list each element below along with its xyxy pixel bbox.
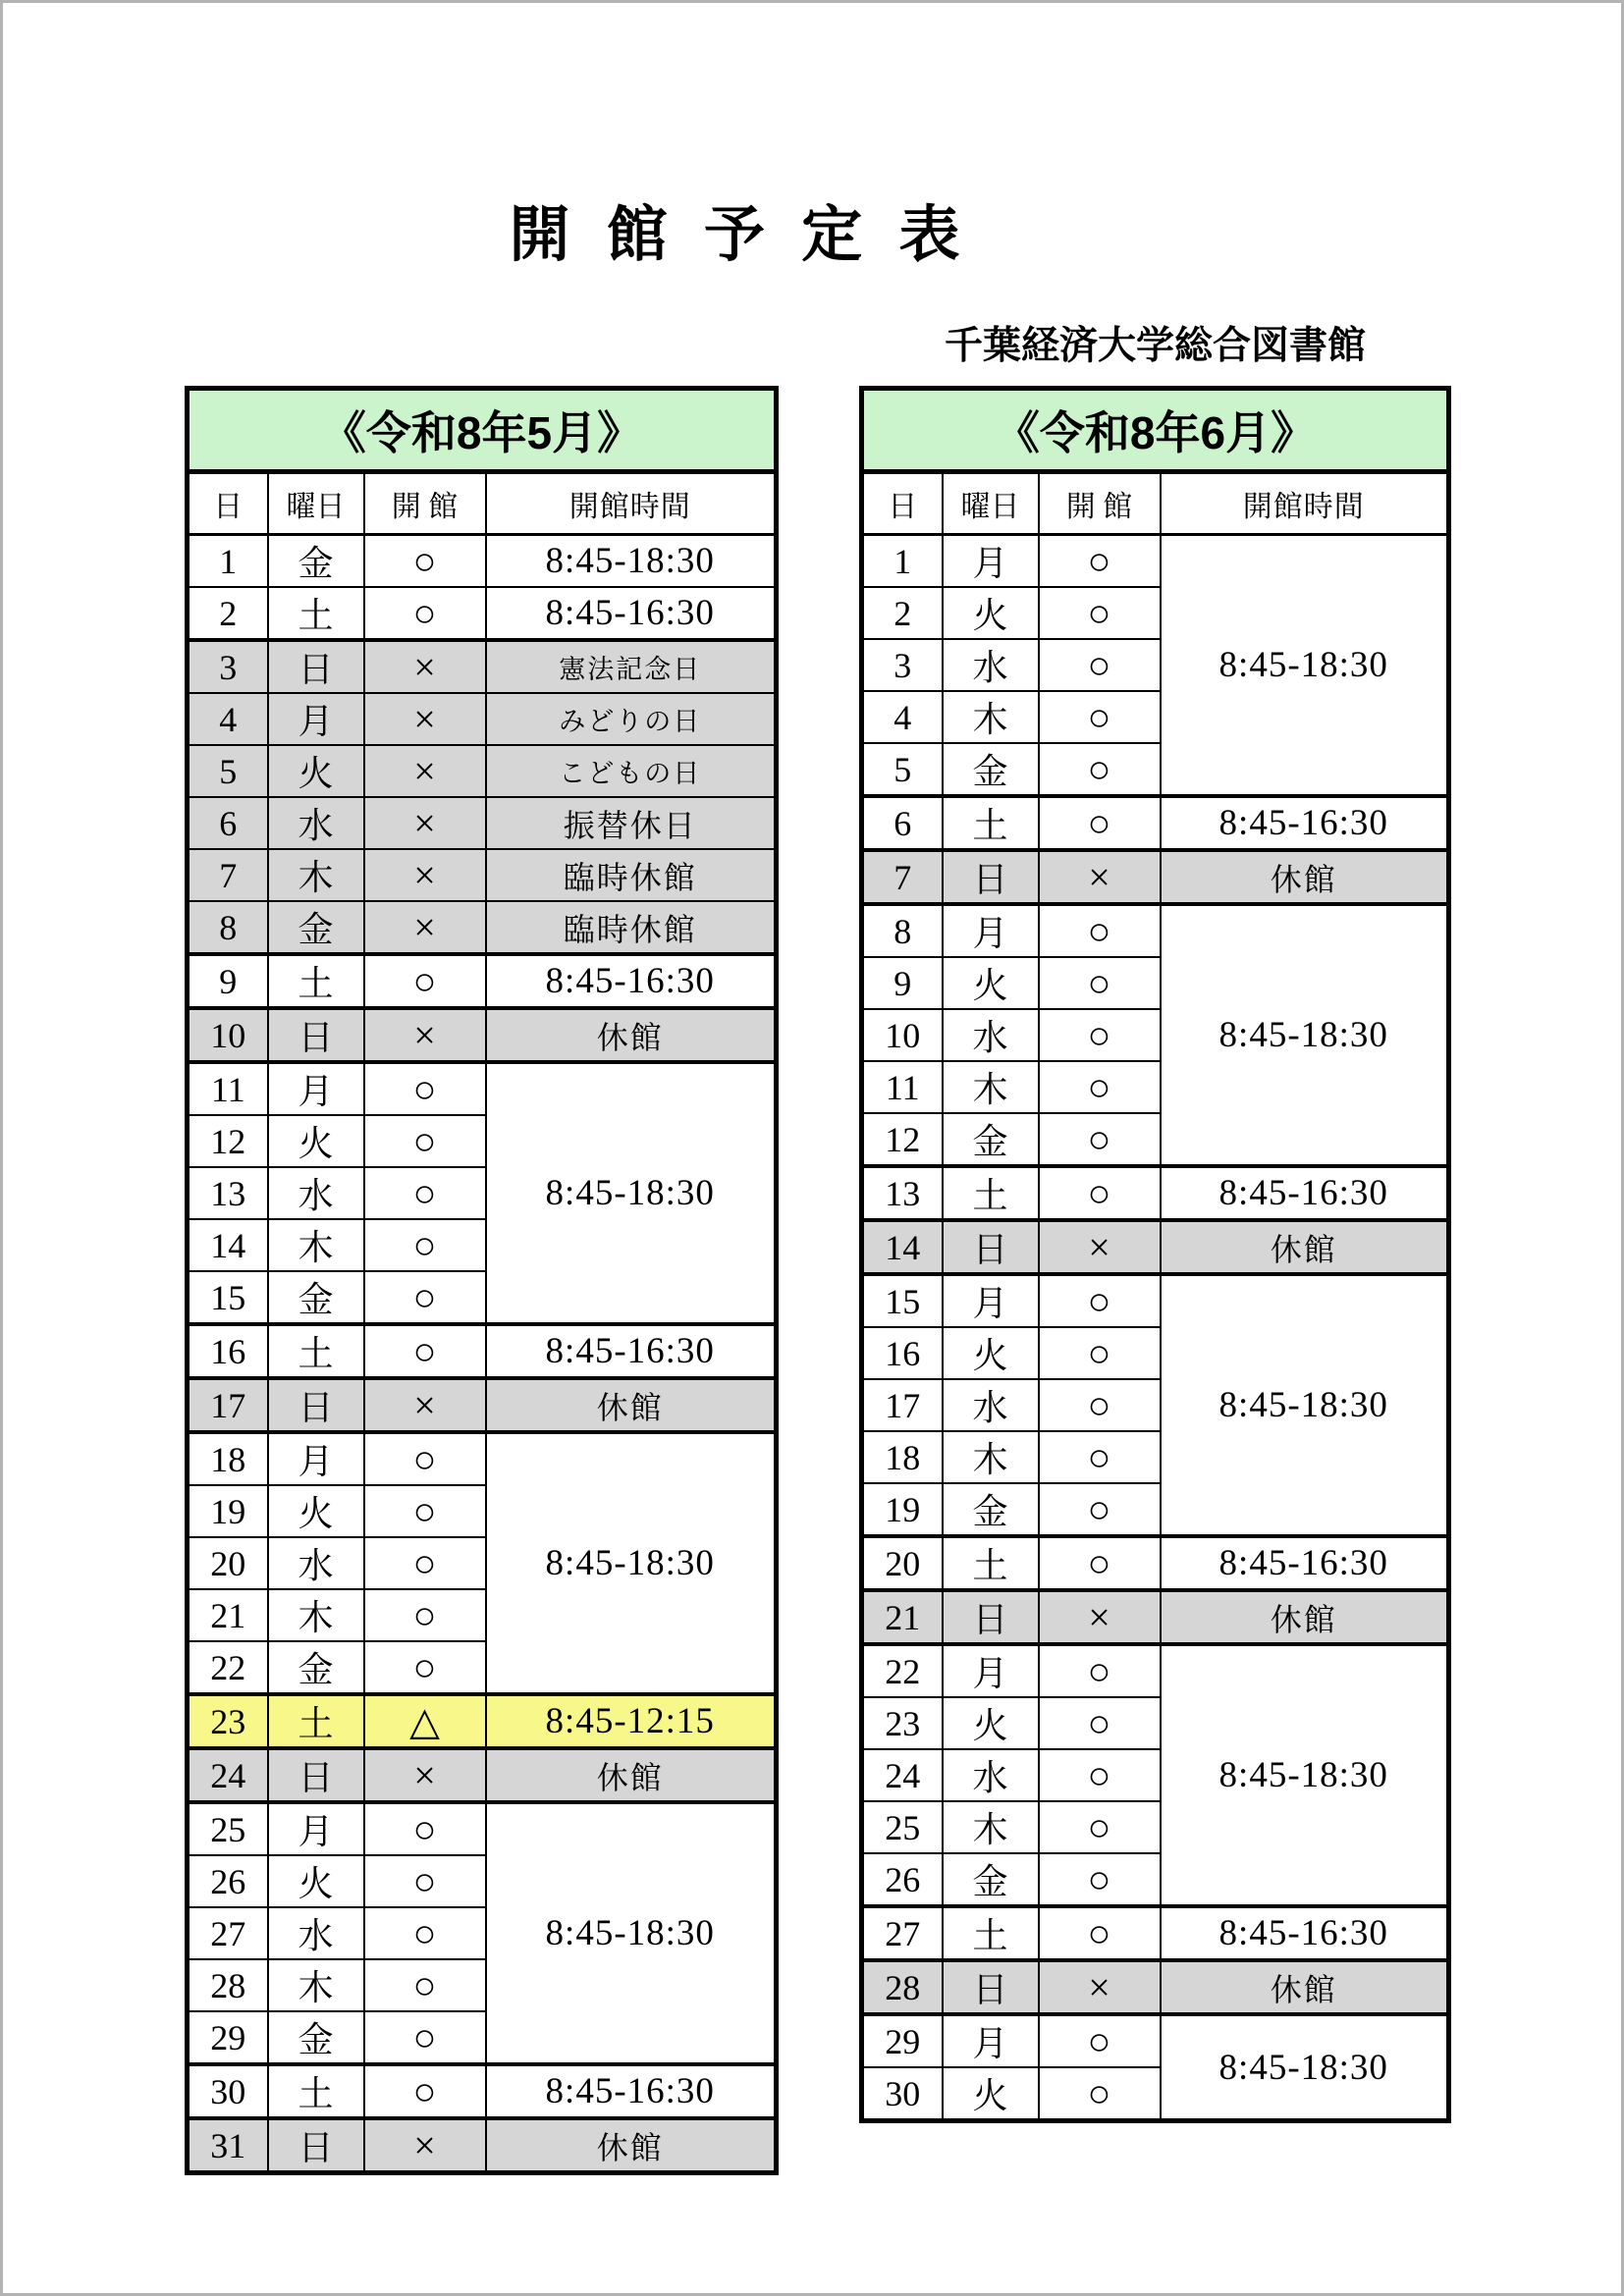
weekday-cell: 木 — [943, 1431, 1039, 1483]
weekday-cell: 金 — [268, 535, 364, 588]
weekday-cell: 火 — [943, 1327, 1039, 1379]
day-cell: 8 — [862, 904, 943, 957]
time-cell: 8:45-18:30 — [1161, 535, 1449, 797]
day-cell: 27 — [188, 1907, 268, 1959]
open-status-cell: × — [364, 1378, 486, 1432]
column-header-row — [188, 472, 777, 535]
schedule-row — [188, 535, 777, 588]
column-header-open: 開 館 — [1039, 472, 1161, 535]
weekday-cell: 月 — [268, 1432, 364, 1485]
open-status-cell: ○ — [1039, 743, 1161, 796]
schedule-row — [188, 693, 777, 745]
schedule-row — [862, 796, 1449, 850]
day-cell: 10 — [188, 1008, 268, 1062]
weekday-cell: 土 — [943, 1166, 1039, 1220]
day-cell: 3 — [862, 639, 943, 691]
may-schedule-table — [185, 386, 779, 2175]
time-cell: 8:45-16:30 — [1161, 796, 1449, 850]
weekday-cell: 日 — [268, 640, 364, 693]
open-status-cell: ○ — [1039, 1483, 1161, 1536]
day-cell: 18 — [188, 1432, 268, 1485]
weekday-cell: 水 — [943, 1749, 1039, 1801]
weekday-cell: 水 — [268, 797, 364, 849]
day-cell: 20 — [188, 1537, 268, 1589]
schedule-row — [188, 1008, 777, 1062]
day-cell: 25 — [188, 1802, 268, 1855]
day-cell: 16 — [188, 1324, 268, 1378]
open-status-cell: ○ — [1039, 1327, 1161, 1379]
time-cell: 休館 — [1161, 1590, 1449, 1644]
open-status-cell: ○ — [1039, 1697, 1161, 1749]
open-status-cell: ○ — [364, 954, 486, 1008]
open-status-cell: × — [364, 849, 486, 901]
day-cell: 6 — [862, 796, 943, 850]
schedule-row — [862, 1166, 1449, 1220]
weekday-cell: 土 — [268, 1324, 364, 1378]
open-status-cell: × — [364, 745, 486, 797]
schedule-row — [188, 2118, 777, 2173]
page-title: 開 館 予 定 表 — [509, 201, 970, 269]
open-status-cell: ○ — [1039, 587, 1161, 639]
weekday-cell: 日 — [943, 1220, 1039, 1274]
schedule-row — [188, 2064, 777, 2118]
weekday-cell: 土 — [268, 954, 364, 1008]
time-cell: 8:45-16:30 — [486, 954, 777, 1008]
open-status-cell: × — [364, 901, 486, 954]
schedule-row — [188, 1748, 777, 1802]
day-cell: 3 — [188, 640, 268, 693]
time-cell: 8:45-12:15 — [486, 1694, 777, 1748]
weekday-cell: 日 — [943, 1960, 1039, 2014]
schedule-row — [862, 1644, 1449, 1697]
open-status-cell: × — [1039, 1220, 1161, 1274]
open-status-cell: ○ — [1039, 796, 1161, 850]
day-cell: 26 — [188, 1855, 268, 1907]
open-status-cell: ○ — [1039, 2014, 1161, 2067]
schedule-row — [188, 797, 777, 849]
day-cell: 22 — [188, 1641, 268, 1694]
time-cell: 8:45-16:30 — [1161, 1166, 1449, 1220]
open-status-cell: ○ — [1039, 639, 1161, 691]
open-status-cell: × — [364, 2118, 486, 2173]
weekday-cell: 火 — [268, 1485, 364, 1537]
schedule-row — [188, 1324, 777, 1378]
day-cell: 22 — [862, 1644, 943, 1697]
time-cell: 振替休日 — [486, 797, 777, 849]
time-cell: 休館 — [486, 1008, 777, 1062]
weekday-cell: 火 — [268, 1115, 364, 1167]
time-cell: 8:45-18:30 — [486, 1062, 777, 1324]
schedule-row — [188, 745, 777, 797]
day-cell: 17 — [862, 1379, 943, 1431]
weekday-cell: 日 — [268, 1748, 364, 1802]
open-status-cell: ○ — [1039, 904, 1161, 957]
day-cell: 13 — [188, 1167, 268, 1219]
day-cell: 28 — [188, 1959, 268, 2011]
time-cell: 休館 — [1161, 1960, 1449, 2014]
day-cell: 31 — [188, 2118, 268, 2173]
time-cell: 8:45-18:30 — [1161, 2014, 1449, 2121]
weekday-cell: 月 — [943, 1274, 1039, 1327]
june-schedule-table — [859, 386, 1451, 2123]
time-cell: 臨時休館 — [486, 901, 777, 954]
day-cell: 10 — [862, 1009, 943, 1061]
time-cell: 8:45-16:30 — [486, 587, 777, 640]
day-cell: 8 — [188, 901, 268, 954]
month-title: 《令和8年6月》 — [862, 389, 1449, 472]
weekday-cell: 土 — [943, 1536, 1039, 1590]
weekday-cell: 金 — [268, 1641, 364, 1694]
day-cell: 30 — [862, 2067, 943, 2121]
weekday-cell: 月 — [268, 1062, 364, 1115]
weekday-cell: 金 — [268, 2011, 364, 2064]
open-status-cell: ○ — [1039, 1379, 1161, 1431]
day-cell: 21 — [862, 1590, 943, 1644]
day-cell: 18 — [862, 1431, 943, 1483]
open-status-cell: × — [364, 1008, 486, 1062]
weekday-cell: 金 — [268, 901, 364, 954]
day-cell: 6 — [188, 797, 268, 849]
schedule-row — [862, 1590, 1449, 1644]
column-header-row — [862, 472, 1449, 535]
day-cell: 15 — [862, 1274, 943, 1327]
schedule-row — [862, 1960, 1449, 2014]
day-cell: 25 — [862, 1801, 943, 1853]
open-status-cell: ○ — [1039, 1061, 1161, 1113]
schedule-row — [188, 1378, 777, 1432]
day-cell: 19 — [862, 1483, 943, 1536]
time-cell: 休館 — [486, 1378, 777, 1432]
weekday-cell: 金 — [943, 1113, 1039, 1166]
open-status-cell: ○ — [1039, 1853, 1161, 1906]
schedule-row — [862, 1906, 1449, 1960]
time-cell: 臨時休館 — [486, 849, 777, 901]
weekday-cell: 土 — [268, 2064, 364, 2118]
weekday-cell: 金 — [943, 1853, 1039, 1906]
schedule-row — [862, 1274, 1449, 1327]
weekday-cell: 水 — [268, 1167, 364, 1219]
open-status-cell: ○ — [1039, 1801, 1161, 1853]
open-status-cell: ○ — [1039, 1906, 1161, 1960]
open-status-cell: ○ — [1039, 691, 1161, 743]
day-cell: 12 — [188, 1115, 268, 1167]
weekday-cell: 月 — [943, 1644, 1039, 1697]
weekday-cell: 水 — [943, 639, 1039, 691]
time-cell: 8:45-16:30 — [486, 1324, 777, 1378]
day-cell: 20 — [862, 1536, 943, 1590]
schedule-row — [188, 954, 777, 1008]
time-cell: 8:45-18:30 — [1161, 904, 1449, 1166]
weekday-cell: 金 — [268, 1271, 364, 1324]
weekday-cell: 土 — [268, 587, 364, 640]
weekday-cell: 火 — [268, 1855, 364, 1907]
day-cell: 7 — [188, 849, 268, 901]
time-cell: 8:45-16:30 — [1161, 1536, 1449, 1590]
weekday-cell: 木 — [268, 1959, 364, 2011]
open-status-cell: × — [364, 693, 486, 745]
time-cell: みどりの日 — [486, 693, 777, 745]
weekday-cell: 木 — [943, 691, 1039, 743]
day-cell: 14 — [862, 1220, 943, 1274]
open-status-cell: ○ — [364, 1062, 486, 1115]
month-header-june — [862, 389, 1449, 472]
open-status-cell: × — [1039, 1590, 1161, 1644]
weekday-cell: 水 — [943, 1379, 1039, 1431]
column-header-hours: 開館時間 — [486, 472, 777, 535]
day-cell: 29 — [862, 2014, 943, 2067]
day-cell: 7 — [862, 850, 943, 904]
schedule-row — [862, 2014, 1449, 2067]
time-cell: こどもの日 — [486, 745, 777, 797]
weekday-cell: 月 — [943, 535, 1039, 588]
day-cell: 19 — [188, 1485, 268, 1537]
day-cell: 2 — [188, 587, 268, 640]
open-status-cell: ○ — [364, 1219, 486, 1271]
month-title: 《令和8年5月》 — [188, 389, 777, 472]
schedule-row — [862, 1220, 1449, 1274]
weekday-cell: 火 — [943, 957, 1039, 1009]
open-status-cell: ○ — [364, 1589, 486, 1641]
schedule-row — [188, 640, 777, 693]
open-status-cell: ○ — [1039, 1274, 1161, 1327]
weekday-cell: 水 — [268, 1907, 364, 1959]
time-cell: 8:45-18:30 — [486, 1802, 777, 2064]
schedule-row — [862, 1536, 1449, 1590]
day-cell: 24 — [188, 1748, 268, 1802]
day-cell: 4 — [862, 691, 943, 743]
open-status-cell: ○ — [364, 1959, 486, 2011]
library-name: 千葉経済大学総合図書館 — [944, 325, 1366, 367]
time-cell: 休館 — [486, 2118, 777, 2173]
schedule-row — [188, 1062, 777, 1115]
column-header-weekday: 曜日 — [943, 472, 1039, 535]
weekday-cell: 日 — [268, 1008, 364, 1062]
weekday-cell: 水 — [268, 1537, 364, 1589]
time-cell: 8:45-18:30 — [1161, 1274, 1449, 1536]
weekday-cell: 木 — [268, 1219, 364, 1271]
open-status-cell: ○ — [1039, 1431, 1161, 1483]
weekday-cell: 月 — [943, 2014, 1039, 2067]
schedule-row — [188, 901, 777, 954]
schedule-row — [188, 1694, 777, 1748]
open-status-cell: ○ — [1039, 1166, 1161, 1220]
open-status-cell: ○ — [1039, 2067, 1161, 2121]
weekday-cell: 水 — [943, 1009, 1039, 1061]
day-cell: 1 — [188, 535, 268, 588]
open-status-cell: × — [364, 797, 486, 849]
day-cell: 21 — [188, 1589, 268, 1641]
open-status-cell: ○ — [364, 1537, 486, 1589]
day-cell: 23 — [862, 1697, 943, 1749]
column-header-day: 日 — [188, 472, 268, 535]
time-cell: 憲法記念日 — [486, 640, 777, 693]
time-cell: 8:45-18:30 — [1161, 1644, 1449, 1906]
weekday-cell: 日 — [943, 1590, 1039, 1644]
open-status-cell: ○ — [1039, 1644, 1161, 1697]
weekday-cell: 日 — [268, 2118, 364, 2173]
day-cell: 23 — [188, 1694, 268, 1748]
day-cell: 9 — [188, 954, 268, 1008]
time-cell: 休館 — [1161, 1220, 1449, 1274]
schedule-row — [188, 1432, 777, 1485]
weekday-cell: 月 — [268, 1802, 364, 1855]
day-cell: 14 — [188, 1219, 268, 1271]
open-status-cell: ○ — [364, 1432, 486, 1485]
weekday-cell: 木 — [943, 1801, 1039, 1853]
weekday-cell: 土 — [268, 1694, 364, 1748]
time-cell: 8:45-18:30 — [486, 1432, 777, 1694]
day-cell: 5 — [862, 743, 943, 796]
month-header-may — [188, 389, 777, 472]
day-cell: 17 — [188, 1378, 268, 1432]
day-cell: 4 — [188, 693, 268, 745]
open-status-cell: ○ — [364, 1324, 486, 1378]
day-cell: 30 — [188, 2064, 268, 2118]
open-status-cell: ○ — [364, 1907, 486, 1959]
weekday-cell: 金 — [943, 1483, 1039, 1536]
column-header-hours: 開館時間 — [1161, 472, 1449, 535]
weekday-cell: 木 — [268, 849, 364, 901]
schedule-row — [862, 904, 1449, 957]
open-status-cell: ○ — [364, 1641, 486, 1694]
column-header-weekday: 曜日 — [268, 472, 364, 535]
weekday-cell: 月 — [268, 693, 364, 745]
time-cell: 8:45-18:30 — [486, 535, 777, 588]
day-cell: 1 — [862, 535, 943, 588]
weekday-cell: 月 — [943, 904, 1039, 957]
open-status-cell: × — [364, 640, 486, 693]
schedule-row — [188, 849, 777, 901]
open-status-cell: × — [1039, 850, 1161, 904]
open-status-cell: ○ — [1039, 1749, 1161, 1801]
open-status-cell: ○ — [364, 1115, 486, 1167]
open-status-cell: ○ — [364, 2011, 486, 2064]
open-status-cell: ○ — [1039, 957, 1161, 1009]
day-cell: 29 — [188, 2011, 268, 2064]
time-cell: 8:45-16:30 — [1161, 1906, 1449, 1960]
weekday-cell: 土 — [943, 1906, 1039, 1960]
schedule-row — [188, 587, 777, 640]
day-cell: 26 — [862, 1853, 943, 1906]
weekday-cell: 木 — [268, 1589, 364, 1641]
day-cell: 15 — [188, 1271, 268, 1324]
day-cell: 9 — [862, 957, 943, 1009]
day-cell: 11 — [862, 1061, 943, 1113]
weekday-cell: 火 — [268, 745, 364, 797]
day-cell: 2 — [862, 587, 943, 639]
day-cell: 27 — [862, 1906, 943, 1960]
open-status-cell: ○ — [364, 1485, 486, 1537]
weekday-cell: 木 — [943, 1061, 1039, 1113]
open-status-cell: ○ — [364, 1802, 486, 1855]
column-header-open: 開 館 — [364, 472, 486, 535]
day-cell: 24 — [862, 1749, 943, 1801]
weekday-cell: 土 — [943, 796, 1039, 850]
open-status-cell: ○ — [364, 1167, 486, 1219]
schedule-row — [188, 1802, 777, 1855]
weekday-cell: 火 — [943, 2067, 1039, 2121]
open-status-cell: △ — [364, 1694, 486, 1748]
open-status-cell: ○ — [364, 1271, 486, 1324]
time-cell: 休館 — [486, 1748, 777, 1802]
open-status-cell: ○ — [1039, 1536, 1161, 1590]
time-cell: 8:45-16:30 — [486, 2064, 777, 2118]
weekday-cell: 日 — [943, 850, 1039, 904]
open-status-cell: ○ — [364, 535, 486, 588]
weekday-cell: 日 — [268, 1378, 364, 1432]
weekday-cell: 火 — [943, 587, 1039, 639]
open-status-cell: ○ — [364, 1855, 486, 1907]
open-status-cell: ○ — [364, 587, 486, 640]
schedule-row — [862, 535, 1449, 588]
day-cell: 11 — [188, 1062, 268, 1115]
column-header-day: 日 — [862, 472, 943, 535]
day-cell: 16 — [862, 1327, 943, 1379]
weekday-cell: 火 — [943, 1697, 1039, 1749]
open-status-cell: ○ — [1039, 1009, 1161, 1061]
open-status-cell: ○ — [1039, 1113, 1161, 1166]
time-cell: 休館 — [1161, 850, 1449, 904]
open-status-cell: × — [1039, 1960, 1161, 2014]
open-status-cell: ○ — [1039, 535, 1161, 588]
open-status-cell: ○ — [364, 2064, 486, 2118]
day-cell: 5 — [188, 745, 268, 797]
day-cell: 28 — [862, 1960, 943, 2014]
schedule-row — [862, 850, 1449, 904]
open-status-cell: × — [364, 1748, 486, 1802]
day-cell: 12 — [862, 1113, 943, 1166]
weekday-cell: 金 — [943, 743, 1039, 796]
day-cell: 13 — [862, 1166, 943, 1220]
